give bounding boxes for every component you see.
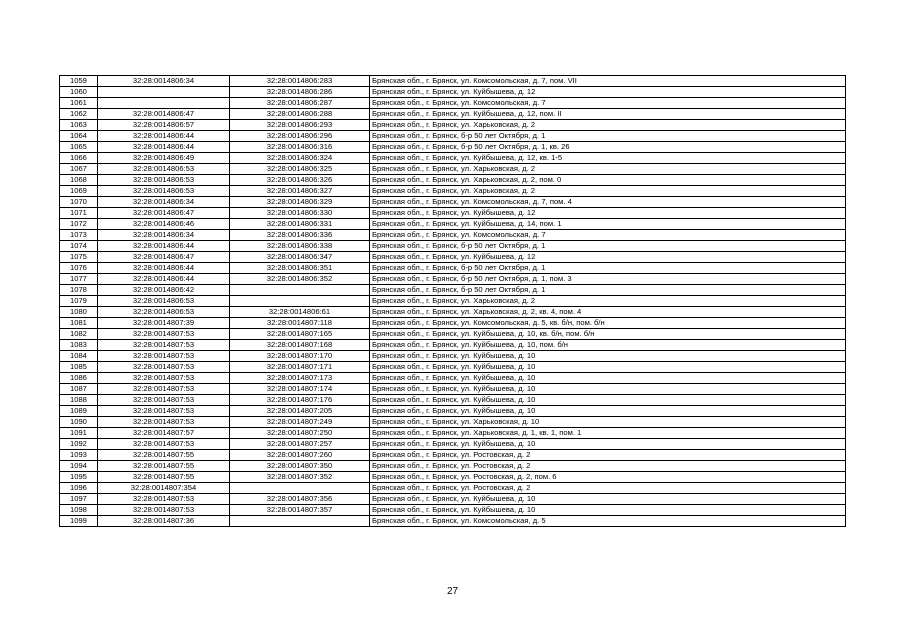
- object-number-cell: 32:28:0014807:174: [230, 384, 370, 395]
- object-number-cell: 32:28:0014807:356: [230, 494, 370, 505]
- object-number-cell: 32:28:0014806:316: [230, 142, 370, 153]
- row-number-cell: 1089: [60, 406, 98, 417]
- object-number-cell: 32:28:0014807:350: [230, 461, 370, 472]
- table-row: [60, 296, 846, 307]
- row-number-cell: 1094: [60, 461, 98, 472]
- object-number-cell: 32:28:0014806:347: [230, 252, 370, 263]
- table-row: [60, 340, 846, 351]
- table-row: [60, 285, 846, 296]
- quarter-number-cell: 32:28:0014806:53: [98, 186, 230, 197]
- quarter-number-cell: 32:28:0014807:36: [98, 516, 230, 527]
- cadastral-table: [59, 75, 846, 527]
- table-row: [60, 329, 846, 340]
- quarter-number-cell: 32:28:0014807:55: [98, 472, 230, 483]
- object-number-cell: 32:28:0014806:286: [230, 87, 370, 98]
- quarter-number-cell: 32:28:0014806:42: [98, 285, 230, 296]
- quarter-number-cell: 32:28:0014807:53: [98, 417, 230, 428]
- object-number-cell: 32:28:0014807:249: [230, 417, 370, 428]
- quarter-number-cell: 32:28:0014807:57: [98, 428, 230, 439]
- table-row: [60, 175, 846, 186]
- quarter-number-cell: 32:28:0014806:44: [98, 274, 230, 285]
- table-row: [60, 395, 846, 406]
- table-row: [60, 483, 846, 494]
- object-number-cell: 32:28:0014807:352: [230, 472, 370, 483]
- quarter-number-cell: 32:28:0014806:34: [98, 230, 230, 241]
- row-number-cell: 1098: [60, 505, 98, 516]
- row-number-cell: 1086: [60, 373, 98, 384]
- table-row: [60, 153, 846, 164]
- table-row: [60, 494, 846, 505]
- address-cell: Брянская обл., г. Брянск, ул. Куйбышева, д. 10, кв. б/н, пом. б/н: [370, 329, 846, 340]
- address-cell: Брянская обл., г. Брянск, ул. Куйбышева, д. 12, кв. 1-5: [370, 153, 846, 164]
- table-row: [60, 417, 846, 428]
- address-cell: Брянская обл., г. Брянск, б-р 50 лет Октября, д. 1: [370, 241, 846, 252]
- object-number-cell: 32:28:0014806:327: [230, 186, 370, 197]
- table-row: [60, 241, 846, 252]
- row-number-cell: 1073: [60, 230, 98, 241]
- row-number-cell: 1078: [60, 285, 98, 296]
- table-row: [60, 186, 846, 197]
- table-row: [60, 373, 846, 384]
- quarter-number-cell: 32:28:0014806:47: [98, 208, 230, 219]
- address-cell: Брянская обл., г. Брянск, ул. Харьковская, д. 2: [370, 164, 846, 175]
- quarter-number-cell: [98, 87, 230, 98]
- quarter-number-cell: 32:28:0014806:44: [98, 131, 230, 142]
- row-number-cell: 1084: [60, 351, 98, 362]
- address-cell: Брянская обл., г. Брянск, б-р 50 лет Октября, д. 1: [370, 285, 846, 296]
- quarter-number-cell: 32:28:0014807:53: [98, 362, 230, 373]
- quarter-number-cell: 32:28:0014807:53: [98, 351, 230, 362]
- object-number-cell: 32:28:0014806:61: [230, 307, 370, 318]
- row-number-cell: 1091: [60, 428, 98, 439]
- address-cell: Брянская обл., г. Брянск, ул. Харьковская, д. 2: [370, 186, 846, 197]
- address-cell: Брянская обл., г. Брянск, ул. Куйбышева, д. 12: [370, 87, 846, 98]
- table-row: [60, 208, 846, 219]
- address-cell: Брянская обл., г. Брянск, ул. Ростовская, д. 2: [370, 483, 846, 494]
- quarter-number-cell: 32:28:0014807:53: [98, 406, 230, 417]
- row-number-cell: 1076: [60, 263, 98, 274]
- row-number-cell: 1077: [60, 274, 98, 285]
- row-number-cell: 1061: [60, 98, 98, 109]
- quarter-number-cell: 32:28:0014806:57: [98, 120, 230, 131]
- row-number-cell: 1063: [60, 120, 98, 131]
- address-cell: Брянская обл., г. Брянск, ул. Куйбышева, д. 10: [370, 362, 846, 373]
- address-cell: Брянская обл., г. Брянск, ул. Харьковская, д. 2, кв. 4, пом. 4: [370, 307, 846, 318]
- table-row: [60, 230, 846, 241]
- object-number-cell: [230, 296, 370, 307]
- table-row: [60, 76, 846, 87]
- row-number-cell: 1065: [60, 142, 98, 153]
- quarter-number-cell: 32:28:0014806:53: [98, 175, 230, 186]
- table-row: [60, 109, 846, 120]
- quarter-number-cell: 32:28:0014806:47: [98, 252, 230, 263]
- object-number-cell: 32:28:0014806:351: [230, 263, 370, 274]
- table-row: [60, 98, 846, 109]
- table-row: [60, 406, 846, 417]
- row-number-cell: 1085: [60, 362, 98, 373]
- address-cell: Брянская обл., г. Брянск, ул. Харьковская, д. 1, кв. 1, пом. 1: [370, 428, 846, 439]
- table-row: [60, 164, 846, 175]
- quarter-number-cell: 32:28:0014807:55: [98, 461, 230, 472]
- object-number-cell: 32:28:0014807:357: [230, 505, 370, 516]
- object-number-cell: 32:28:0014806:331: [230, 219, 370, 230]
- quarter-number-cell: 32:28:0014806:34: [98, 197, 230, 208]
- quarter-number-cell: 32:28:0014807:55: [98, 450, 230, 461]
- address-cell: Брянская обл., г. Брянск, ул. Комсомольская, д. 7, пом. VII: [370, 76, 846, 87]
- quarter-number-cell: 32:28:0014807:53: [98, 373, 230, 384]
- address-cell: Брянская обл., г. Брянск, ул. Комсомольская, д. 7: [370, 98, 846, 109]
- address-cell: Брянская обл., г. Брянск, ул. Комсомольская, д. 5, кв. б/н, пом. б/н: [370, 318, 846, 329]
- table-row: [60, 219, 846, 230]
- table-row: [60, 516, 846, 527]
- table-row: [60, 450, 846, 461]
- table-row: [60, 439, 846, 450]
- table-row: [60, 274, 846, 285]
- address-cell: Брянская обл., г. Брянск, ул. Куйбышева, д. 12: [370, 252, 846, 263]
- page-number: 27: [446, 586, 459, 597]
- address-cell: Брянская обл., г. Брянск, ул. Куйбышева, д. 10: [370, 494, 846, 505]
- object-number-cell: 32:28:0014807:257: [230, 439, 370, 450]
- address-cell: Брянская обл., г. Брянск, ул. Ростовская, д. 2: [370, 461, 846, 472]
- address-cell: Брянская обл., г. Брянск, б-р 50 лет Октября, д. 1: [370, 263, 846, 274]
- object-number-cell: [230, 285, 370, 296]
- row-number-cell: 1071: [60, 208, 98, 219]
- address-cell: Брянская обл., г. Брянск, ул. Куйбышева, д. 10: [370, 395, 846, 406]
- object-number-cell: 32:28:0014807:205: [230, 406, 370, 417]
- object-number-cell: 32:28:0014807:260: [230, 450, 370, 461]
- object-number-cell: 32:28:0014806:324: [230, 153, 370, 164]
- row-number-cell: 1095: [60, 472, 98, 483]
- address-cell: Брянская обл., г. Брянск, ул. Куйбышева, д. 10: [370, 406, 846, 417]
- address-cell: Брянская обл., г. Брянск, ул. Куйбышева, д. 10: [370, 505, 846, 516]
- quarter-number-cell: 32:28:0014807:39: [98, 318, 230, 329]
- object-number-cell: [230, 516, 370, 527]
- quarter-number-cell: 32:28:0014807:53: [98, 439, 230, 450]
- quarter-number-cell: 32:28:0014806:47: [98, 109, 230, 120]
- object-number-cell: 32:28:0014807:176: [230, 395, 370, 406]
- object-number-cell: 32:28:0014806:283: [230, 76, 370, 87]
- table-row: [60, 120, 846, 131]
- object-number-cell: 32:28:0014806:288: [230, 109, 370, 120]
- address-cell: Брянская обл., г. Брянск, ул. Куйбышева, д. 10: [370, 351, 846, 362]
- quarter-number-cell: 32:28:0014806:49: [98, 153, 230, 164]
- object-number-cell: 32:28:0014807:250: [230, 428, 370, 439]
- quarter-number-cell: 32:28:0014806:46: [98, 219, 230, 230]
- address-cell: Брянская обл., г. Брянск, ул. Комсомольская, д. 5: [370, 516, 846, 527]
- object-number-cell: 32:28:0014806:296: [230, 131, 370, 142]
- address-cell: Брянская обл., г. Брянск, ул. Ростовская, д. 2: [370, 450, 846, 461]
- address-cell: Брянская обл., г. Брянск, ул. Куйбышева, д. 10: [370, 373, 846, 384]
- object-number-cell: 32:28:0014807:168: [230, 340, 370, 351]
- quarter-number-cell: 32:28:0014806:34: [98, 76, 230, 87]
- quarter-number-cell: 32:28:0014807:53: [98, 340, 230, 351]
- row-number-cell: 1067: [60, 164, 98, 175]
- quarter-number-cell: 32:28:0014807:53: [98, 384, 230, 395]
- table-row: [60, 318, 846, 329]
- object-number-cell: 32:28:0014806:329: [230, 197, 370, 208]
- object-number-cell: 32:28:0014807:118: [230, 318, 370, 329]
- object-number-cell: 32:28:0014806:326: [230, 175, 370, 186]
- row-number-cell: 1060: [60, 87, 98, 98]
- object-number-cell: 32:28:0014806:338: [230, 241, 370, 252]
- quarter-number-cell: 32:28:0014807:53: [98, 395, 230, 406]
- row-number-cell: 1072: [60, 219, 98, 230]
- table-row: [60, 142, 846, 153]
- address-cell: Брянская обл., г. Брянск, б-р 50 лет Октября, д. 1: [370, 131, 846, 142]
- quarter-number-cell: 32:28:0014806:44: [98, 241, 230, 252]
- address-cell: Брянская обл., г. Брянск, ул. Комсомольская, д. 7: [370, 230, 846, 241]
- object-number-cell: 32:28:0014806:287: [230, 98, 370, 109]
- quarter-number-cell: 32:28:0014807:354: [98, 483, 230, 494]
- row-number-cell: 1066: [60, 153, 98, 164]
- object-number-cell: 32:28:0014807:171: [230, 362, 370, 373]
- object-number-cell: 32:28:0014806:336: [230, 230, 370, 241]
- row-number-cell: 1070: [60, 197, 98, 208]
- row-number-cell: 1099: [60, 516, 98, 527]
- row-number-cell: 1088: [60, 395, 98, 406]
- quarter-number-cell: 32:28:0014806:44: [98, 142, 230, 153]
- address-cell: Брянская обл., г. Брянск, ул. Ростовская, д. 2, пом. 6: [370, 472, 846, 483]
- address-cell: Брянская обл., г. Брянск, ул. Комсомольская, д. 7, пом. 4: [370, 197, 846, 208]
- row-number-cell: 1069: [60, 186, 98, 197]
- row-number-cell: 1083: [60, 340, 98, 351]
- row-number-cell: 1082: [60, 329, 98, 340]
- row-number-cell: 1096: [60, 483, 98, 494]
- table-row: [60, 384, 846, 395]
- address-cell: Брянская обл., г. Брянск, б-р 50 лет Октября, д. 1, кв. 26: [370, 142, 846, 153]
- row-number-cell: 1075: [60, 252, 98, 263]
- object-number-cell: [230, 483, 370, 494]
- address-cell: Брянская обл., г. Брянск, ул. Куйбышева, д. 10: [370, 439, 846, 450]
- row-number-cell: 1097: [60, 494, 98, 505]
- address-cell: Брянская обл., г. Брянск, ул. Харьковская, д. 10: [370, 417, 846, 428]
- object-number-cell: 32:28:0014806:293: [230, 120, 370, 131]
- object-number-cell: 32:28:0014806:330: [230, 208, 370, 219]
- object-number-cell: 32:28:0014807:165: [230, 329, 370, 340]
- table-row: [60, 252, 846, 263]
- table-row: [60, 197, 846, 208]
- table-row: [60, 472, 846, 483]
- table-row: [60, 351, 846, 362]
- table-row: [60, 307, 846, 318]
- address-cell: Брянская обл., г. Брянск, б-р 50 лет Октября, д. 1, пом. 3: [370, 274, 846, 285]
- quarter-number-cell: 32:28:0014807:53: [98, 329, 230, 340]
- quarter-number-cell: 32:28:0014806:53: [98, 164, 230, 175]
- row-number-cell: 1087: [60, 384, 98, 395]
- row-number-cell: 1081: [60, 318, 98, 329]
- table-row: [60, 505, 846, 516]
- row-number-cell: 1093: [60, 450, 98, 461]
- row-number-cell: 1064: [60, 131, 98, 142]
- quarter-number-cell: 32:28:0014807:53: [98, 505, 230, 516]
- object-number-cell: 32:28:0014807:170: [230, 351, 370, 362]
- table-row: [60, 263, 846, 274]
- table-row: [60, 461, 846, 472]
- row-number-cell: 1090: [60, 417, 98, 428]
- table-row: [60, 428, 846, 439]
- row-number-cell: 1074: [60, 241, 98, 252]
- row-number-cell: 1059: [60, 76, 98, 87]
- row-number-cell: 1080: [60, 307, 98, 318]
- address-cell: Брянская обл., г. Брянск, ул. Куйбышева, д. 10: [370, 384, 846, 395]
- row-number-cell: 1092: [60, 439, 98, 450]
- object-number-cell: 32:28:0014807:173: [230, 373, 370, 384]
- address-cell: Брянская обл., г. Брянск, ул. Куйбышева, д. 10, пом. б/н: [370, 340, 846, 351]
- address-cell: Брянская обл., г. Брянск, ул. Куйбышева, д. 14, пом. 1: [370, 219, 846, 230]
- object-number-cell: 32:28:0014806:325: [230, 164, 370, 175]
- quarter-number-cell: 32:28:0014806:44: [98, 263, 230, 274]
- quarter-number-cell: [98, 98, 230, 109]
- address-cell: Брянская обл., г. Брянск, ул. Харьковская, д. 2: [370, 120, 846, 131]
- quarter-number-cell: 32:28:0014807:53: [98, 494, 230, 505]
- table-body: [60, 76, 846, 527]
- row-number-cell: 1062: [60, 109, 98, 120]
- table-row: [60, 362, 846, 373]
- row-number-cell: 1079: [60, 296, 98, 307]
- address-cell: Брянская обл., г. Брянск, ул. Куйбышева, д. 12, пом. II: [370, 109, 846, 120]
- object-number-cell: 32:28:0014806:352: [230, 274, 370, 285]
- address-cell: Брянская обл., г. Брянск, ул. Куйбышева, д. 12: [370, 208, 846, 219]
- quarter-number-cell: 32:28:0014806:53: [98, 296, 230, 307]
- address-cell: Брянская обл., г. Брянск, ул. Харьковская, д. 2, пом. 0: [370, 175, 846, 186]
- quarter-number-cell: 32:28:0014806:53: [98, 307, 230, 318]
- row-number-cell: 1068: [60, 175, 98, 186]
- table-row: [60, 87, 846, 98]
- address-cell: Брянская обл., г. Брянск, ул. Харьковская, д. 2: [370, 296, 846, 307]
- table-row: [60, 131, 846, 142]
